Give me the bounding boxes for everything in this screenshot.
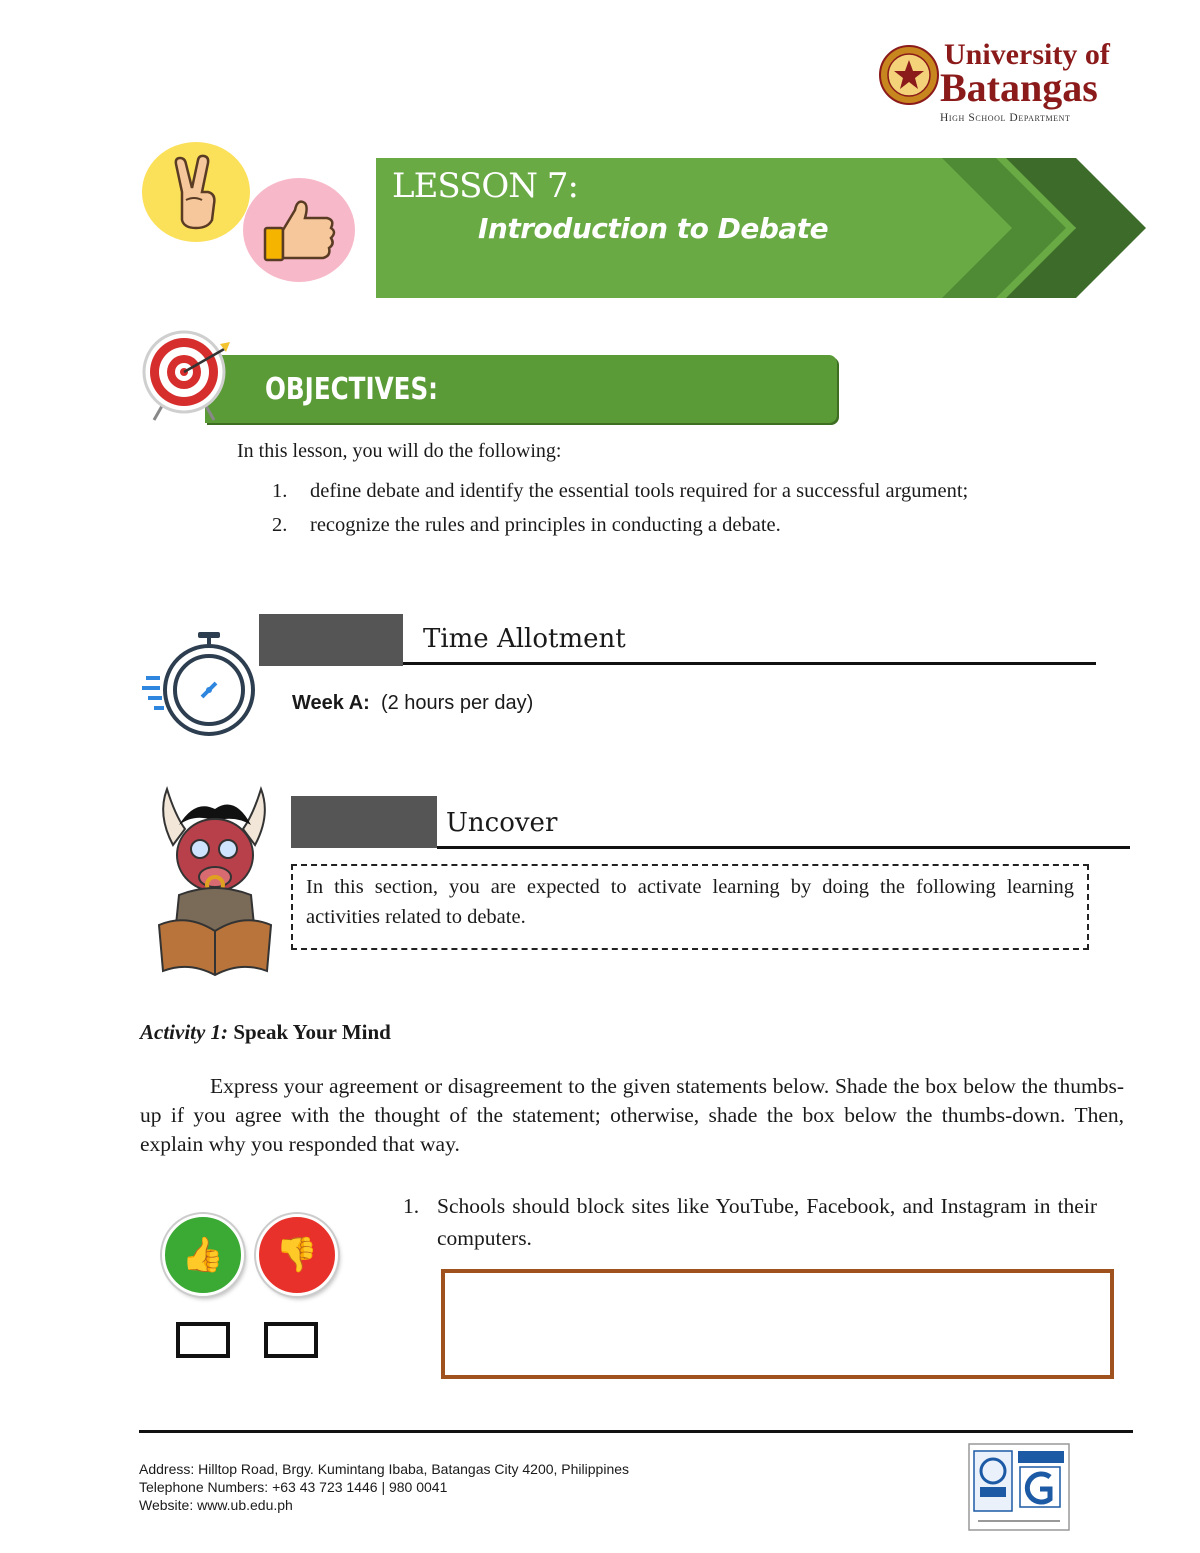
- uncover-divider: [437, 846, 1130, 849]
- lesson-title: Introduction to Debate: [478, 212, 829, 245]
- statement-text: Schools should block sites like YouTube, Facebook, and Instagram in their computers.: [437, 1194, 1097, 1250]
- disagree-shade-box[interactable]: [264, 1322, 318, 1358]
- footer-address: Address: Hilltop Road, Brgy. Kumintang Ibaba, Batangas City 4200, Philippines: [139, 1461, 630, 1477]
- objective-item: [272, 508, 1130, 542]
- university-seal-icon: [878, 44, 940, 106]
- statement-item: [403, 1190, 1097, 1254]
- objectives-heading: OBJECTIVES:: [265, 372, 439, 407]
- university-name-line2: Batangas: [940, 65, 1098, 110]
- time-allotment-tab: [259, 614, 403, 666]
- week-allotment: [292, 692, 533, 715]
- certification-icon: [968, 1443, 1070, 1531]
- footer-contact: [139, 1460, 629, 1514]
- footer-divider: [139, 1430, 1133, 1433]
- lesson-number: LESSON 7:: [392, 166, 578, 206]
- week-label: Week A:: [292, 692, 370, 714]
- agree-shade-box[interactable]: [176, 1322, 230, 1358]
- time-allotment-divider: [403, 662, 1096, 665]
- activity-instructions: Express your agreement or disagreement to the given statements below. Shade the box below the thumbs-up if you agree with the thought of the statement; otherwise, shade the box below the thumbs-down. Then, explain why you responded that way.: [140, 1074, 1124, 1156]
- thumbs-down-button-icon: 👎: [256, 1214, 338, 1296]
- objective-item: [272, 474, 1130, 508]
- thumbs-up-button-icon: 👍: [162, 1214, 244, 1296]
- activity-title: [140, 1020, 391, 1045]
- week-value: (2 hours per day): [380, 692, 534, 714]
- uncover-tab: [291, 796, 437, 848]
- activity-label: Activity 1:: [140, 1020, 229, 1044]
- objective-number: 1.: [272, 480, 288, 502]
- activity-name: Speak Your Mind: [233, 1020, 391, 1044]
- objective-number: 2.: [272, 514, 288, 536]
- peace-hand-icon: [142, 142, 250, 242]
- objective-text: define debate and identify the essential tools required for a successful argument;: [310, 480, 969, 502]
- university-name-line1: University of: [944, 38, 1110, 71]
- explanation-answer-box[interactable]: [441, 1269, 1114, 1379]
- footer-telephone: Telephone Numbers: +63 43 723 1446 | 980 0041: [139, 1479, 448, 1495]
- statement-number: 1.: [403, 1194, 420, 1218]
- department-name: High School Department: [940, 112, 1071, 124]
- uncover-text: In this section, you are expected to activate learning by doing the following learning activities related to debate.: [306, 876, 1074, 928]
- uncover-heading: Uncover: [446, 808, 558, 838]
- mascot-reading-icon: [155, 785, 275, 977]
- objectives-intro: In this lesson, you will do the following:: [237, 440, 562, 462]
- stopwatch-icon: [140, 628, 258, 740]
- objectives-list: [272, 474, 1130, 542]
- objective-text: recognize the rules and principles in conducting a debate.: [310, 514, 781, 536]
- thumbs-up-icon: [243, 178, 355, 282]
- footer-website: Website: www.ub.edu.ph: [139, 1497, 293, 1513]
- time-allotment-heading: Time Allotment: [423, 624, 626, 654]
- target-icon: [140, 328, 230, 422]
